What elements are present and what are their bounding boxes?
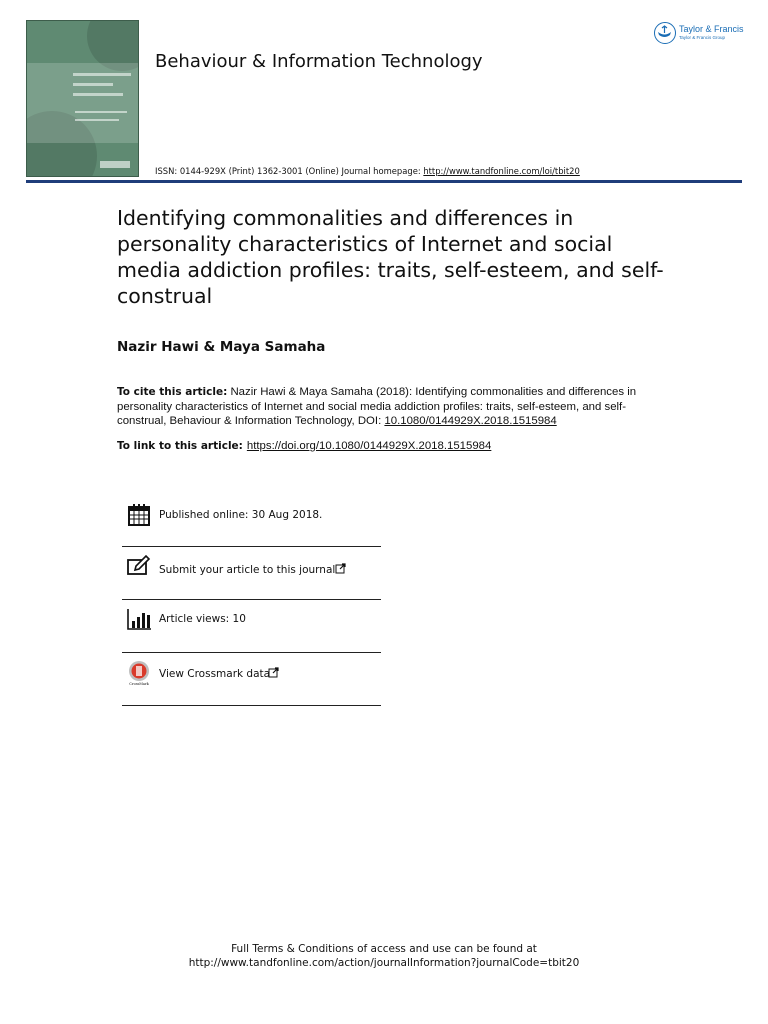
submit-article-link[interactable]: Submit your article to this journal [159,564,336,576]
article-views-count: Article views: 10 [159,613,246,625]
article-authors: Nazir Hawi & Maya Samaha [117,339,326,355]
crossmark-icon [126,660,152,686]
article-doi-link[interactable]: https://doi.org/10.1080/0144929X.2018.1515984 [246,440,492,452]
terms-footer [0,942,768,970]
crossmark-link[interactable]: View Crossmark data [159,668,271,680]
header-divider [26,180,742,183]
terms-line: Full Terms & Conditions of access and use can be found at [231,943,537,955]
terms-url-link[interactable]: http://www.tandfonline.com/action/journalInformation?journalCode=tbit20 [188,957,580,969]
cite-label: To cite this article: [117,386,228,398]
journal-title: Behaviour & Information Technology [155,51,483,72]
info-divider [122,705,381,706]
citation-block [117,385,657,429]
article-link-line [117,440,677,452]
calendar-icon [126,502,152,528]
info-divider [122,546,381,547]
submit-article-item[interactable] [122,555,381,595]
journal-cover-image [26,20,139,177]
issn-line [155,166,580,176]
cite-text: Nazir Hawi & Maya Samaha (2018): Identifying commonalities and differences in personality characteristics of Internet and social media addiction profiles: traits, self-esteem, and self-construal, Behaviour & Information Technology, DOI: [117,386,637,427]
article-views-item [122,607,381,647]
issn-text: ISSN: 0144-929X (Print) 1362-3001 (Online) Journal homepage: [155,166,424,176]
external-link-icon [268,667,279,678]
journal-homepage-link[interactable]: http://www.tandfonline.com/loi/tbit20 [423,166,580,176]
published-online-item [122,502,381,542]
publisher-group: Taylor & Francis Group [679,35,726,40]
crossmark-item[interactable] [122,660,381,700]
edit-icon [126,555,152,581]
info-divider [122,599,381,600]
cite-doi-link[interactable]: 10.1080/0144929X.2018.1515984 [384,415,557,427]
publisher-logo-icon [654,22,676,44]
crossmark-caption: CrossMark [129,682,149,686]
external-link-icon [335,563,346,574]
article-title: Identifying commonalities and differences in personality characteristics of Internet and social media addiction profiles: traits, self-esteem, and self-construal [117,206,664,308]
published-date: Published online: 30 Aug 2018. [159,509,323,521]
link-label: To link to this article: [117,440,243,452]
info-divider [122,652,381,653]
bar-chart-icon [126,607,152,633]
taylor-francis-logo[interactable] [654,22,746,48]
publisher-name: Taylor & Francis [679,24,744,34]
